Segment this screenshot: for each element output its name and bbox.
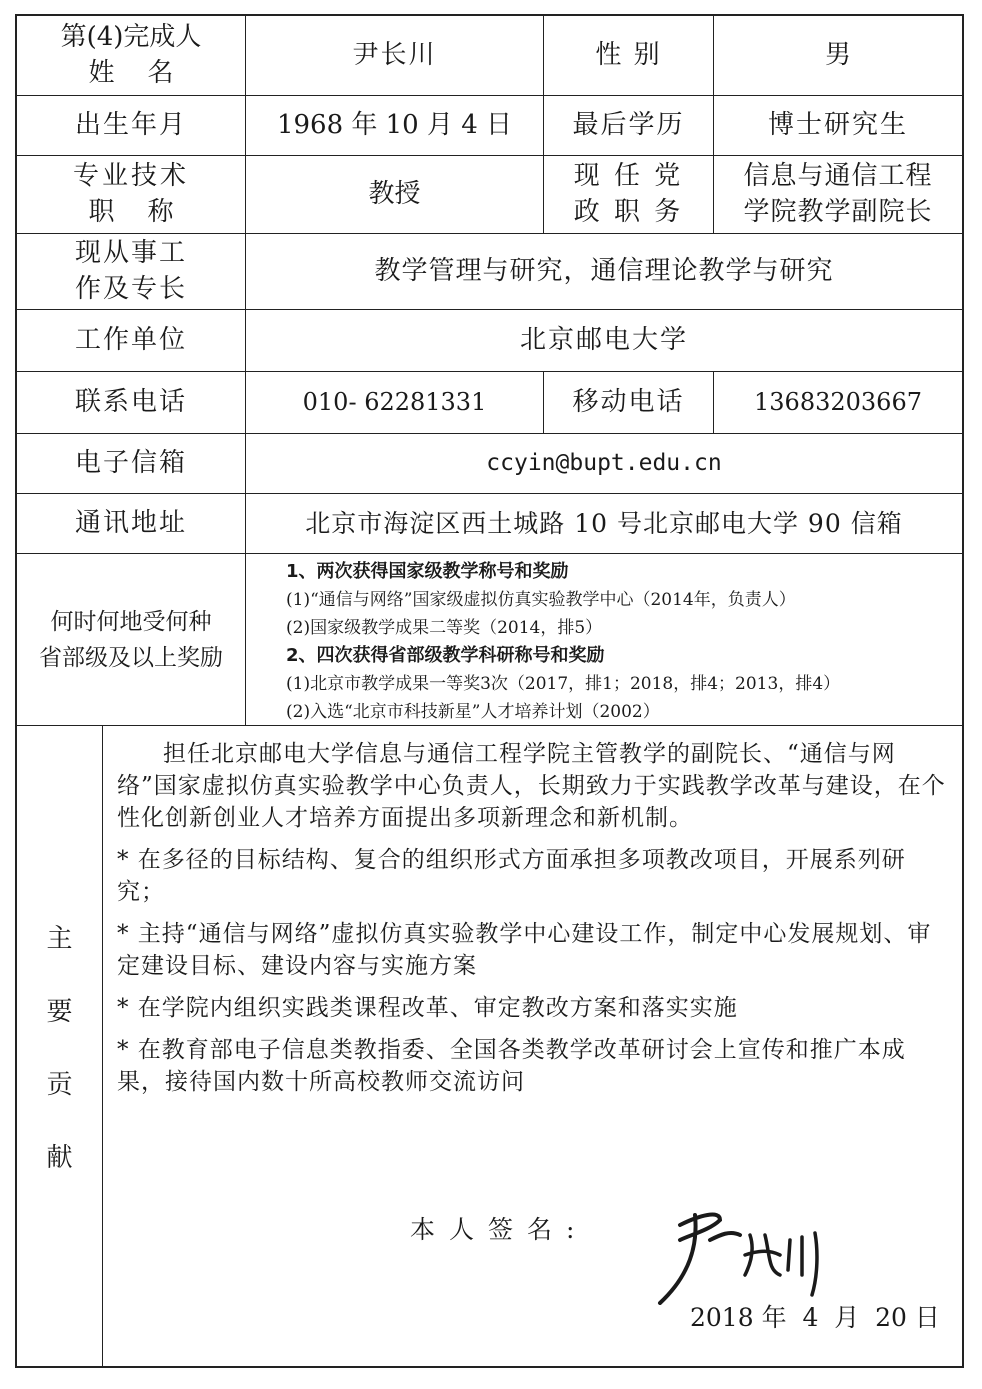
unit-value: 北京邮电大学 — [519, 324, 688, 355]
awards-item: (2)入选“北京市科技新星”人才培养计划（2002） — [286, 702, 660, 722]
unit-label: 工作单位 — [17, 310, 246, 371]
title-value: 教授 — [246, 156, 544, 233]
address-value: 北京市海淀区西土城路 10 号北京邮电大学 90 信箱 — [305, 508, 903, 538]
signature-label: 本人签名: — [410, 1215, 589, 1244]
birth-label: 出生年月 — [17, 96, 246, 155]
mobile-value: 13683203667 — [754, 388, 922, 417]
phone-value: 010- 62281331 — [246, 372, 544, 433]
awards-content — [246, 554, 962, 725]
position-label-line1: 现 任 党 — [573, 161, 684, 192]
awards-label — [17, 554, 246, 725]
work-value: 教学管理与研究，通信理论教学与研究 — [374, 255, 834, 286]
work-label-line2: 作及专长 — [74, 273, 187, 304]
awards-item: (1)北京市教学成果一等奖3次（2017，排1；2018，排4；2013，排4） — [286, 674, 841, 694]
mobile-label: 移动电话 — [544, 372, 714, 433]
name-label-line1: 第(4)完成人 — [60, 22, 202, 53]
awards-label-line1: 何时何地受何种 — [50, 608, 212, 635]
education-value: 博士研究生 — [767, 109, 908, 140]
row-phone — [17, 372, 962, 434]
position-value-line2: 学院教学副院长 — [743, 196, 933, 227]
position-label — [544, 156, 714, 233]
contrib-item: * 在教育部电子信息类教指委、全国各类教学改革研讨会上宣传和推广本成果，接待国内数十所高校教师交流访问 — [117, 1037, 906, 1095]
work-label-line1: 现从事工 — [74, 238, 187, 269]
row-awards — [17, 554, 962, 726]
awards-label-line2: 省部级及以上奖励 — [39, 644, 223, 671]
birth-value: 1968 年 10 月 4 日 — [246, 96, 544, 155]
email-label: 电子信箱 — [17, 434, 246, 493]
title-label — [17, 156, 246, 233]
position-label-line2: 政 职 务 — [573, 196, 684, 227]
row-title — [17, 156, 962, 234]
gender-value: 男 — [824, 39, 851, 70]
awards-heading-1: 1、两次获得国家级教学称号和奖励 — [286, 561, 569, 582]
contrib-item: * 在多径的目标结构、复合的组织形式方面承担多项教改项目，开展系列研究； — [117, 847, 906, 905]
nomination-form — [15, 14, 964, 1368]
name-value: 尹长川 — [246, 16, 544, 95]
awards-item: (1)“通信与网络”国家级虚拟仿真实验教学中心（2014年，负责人） — [286, 590, 796, 610]
signature-date: 2018 年 4 月 20 日 — [690, 1303, 940, 1332]
awards-item: (2)国家级教学成果二等奖（2014，排5） — [286, 618, 603, 638]
education-label: 最后学历 — [544, 96, 714, 155]
work-label — [17, 234, 246, 309]
title-label-line1: 专业技术 — [72, 161, 189, 192]
name-label — [17, 16, 246, 95]
contrib-item: * 在学院内组织实践类课程改革、审定教改方案和落实实施 — [117, 995, 738, 1021]
row-work — [17, 234, 962, 310]
gender-label: 性 别 — [544, 16, 714, 95]
contrib-label-char: 贡 — [46, 1070, 73, 1100]
row-email — [17, 434, 962, 494]
row-unit — [17, 310, 962, 372]
position-value — [714, 156, 962, 233]
handwritten-signature — [650, 1195, 830, 1305]
contrib-intro: 担任北京邮电大学信息与通信工程学院主管教学的副院长、“通信与网络”国家虚拟仿真实验教学中心负责人，长期致力于实践教学改革与建设，在个性化创新创业人才培养方面提出多项新理念和新机制。 — [117, 741, 946, 831]
contrib-body — [117, 738, 947, 1108]
address-label: 通讯地址 — [17, 494, 246, 553]
awards-heading-2: 2、四次获得省部级教学科研称号和奖励 — [286, 645, 605, 666]
email-value: ccyin@bupt.edu.cn — [486, 449, 722, 476]
title-label-line2: 职 称 — [88, 196, 174, 227]
row-birth — [17, 96, 962, 156]
position-value-line1: 信息与通信工程 — [743, 161, 933, 192]
contrib-label-char: 主 — [46, 924, 73, 954]
name-label-line2: 姓 名 — [88, 57, 174, 88]
contrib-label — [17, 726, 103, 1366]
row-name — [17, 16, 962, 96]
contrib-label-char: 要 — [46, 997, 73, 1027]
awards-list — [246, 554, 962, 725]
row-address — [17, 494, 962, 554]
contrib-label-char: 献 — [46, 1143, 73, 1173]
contrib-item: * 主持“通信与网络”虚拟仿真实验教学中心建设工作，制定中心发展规划、审定建设目标、建设内容与实施方案 — [117, 921, 932, 979]
phone-label: 联系电话 — [17, 372, 246, 433]
